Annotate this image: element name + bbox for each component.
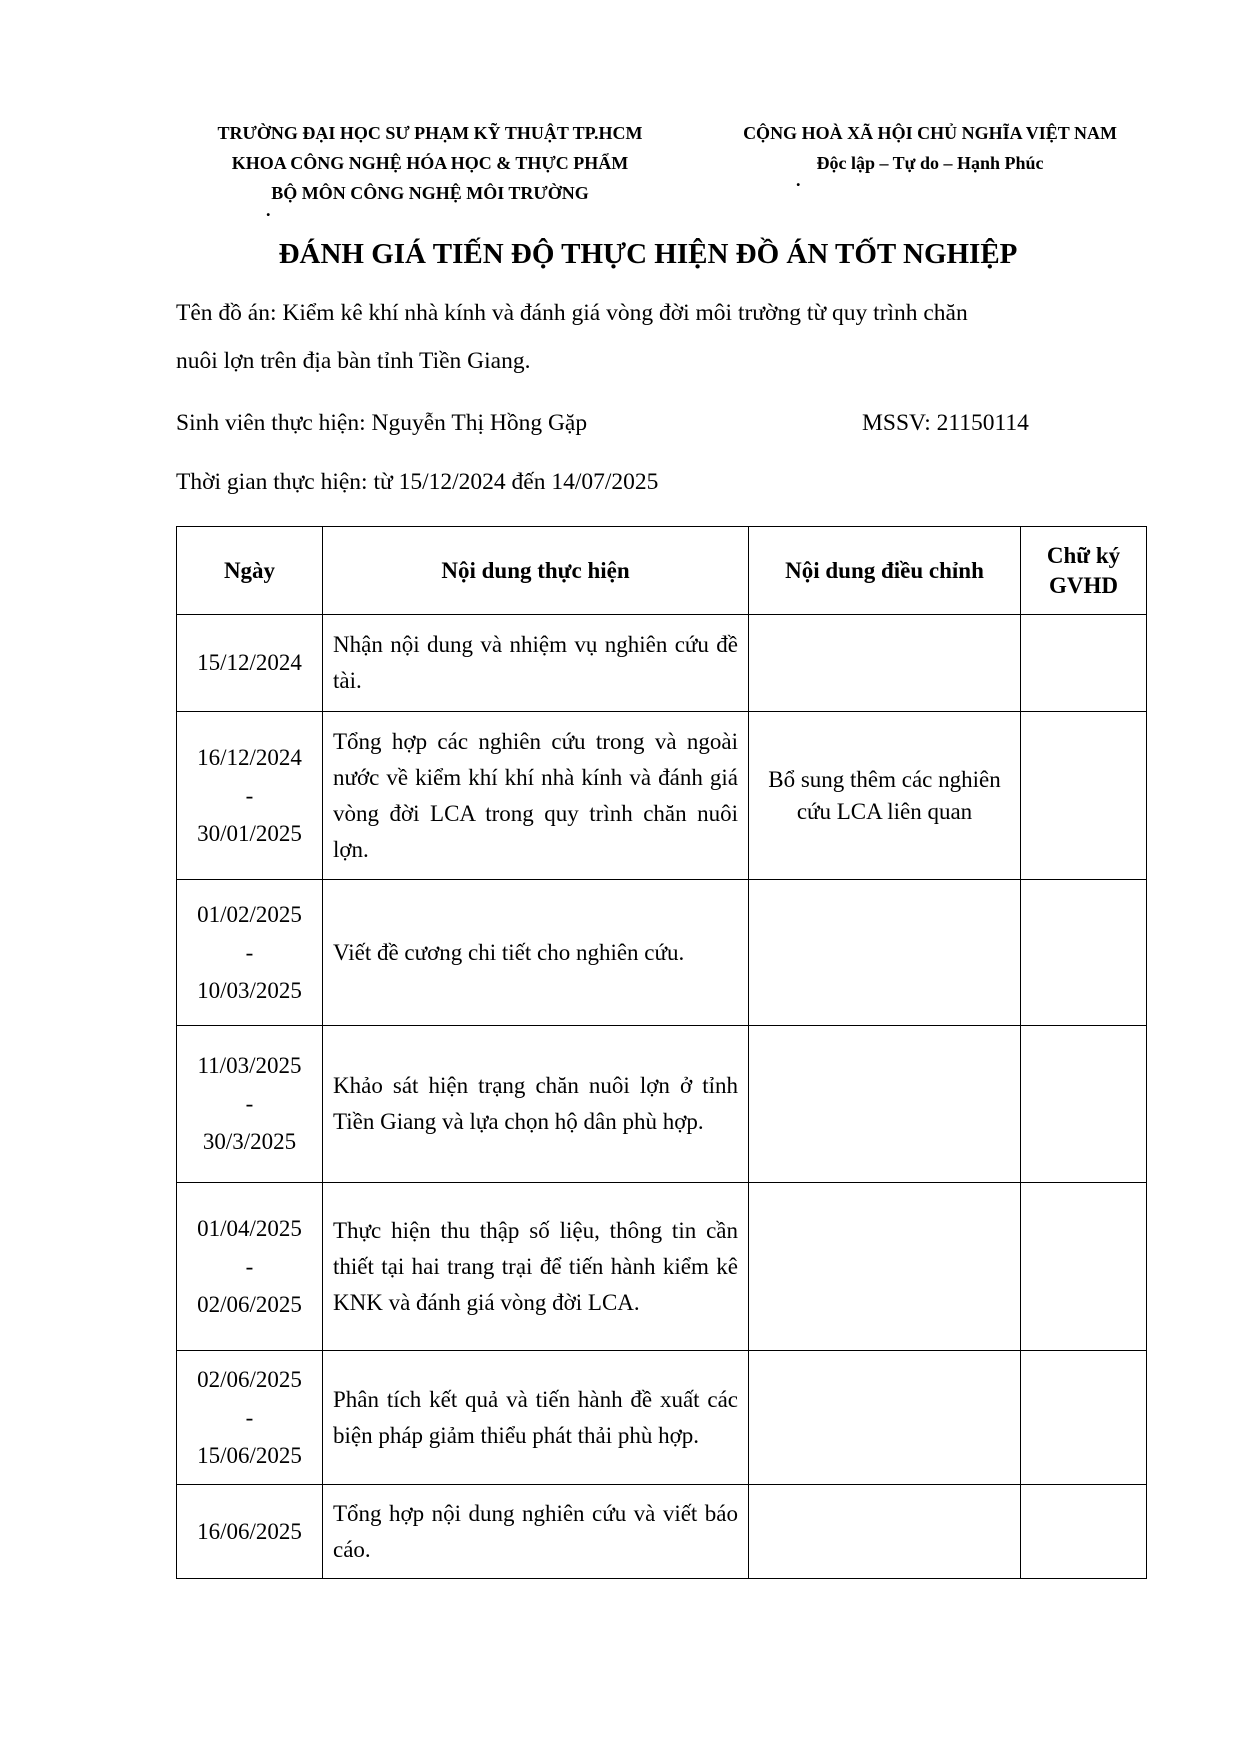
page-title: ĐÁNH GIÁ TIẾN ĐỘ THỰC HIỆN ĐỒ ÁN TỐT NGHIỆP	[278, 238, 1018, 270]
content-cell: Thực hiện thu thập số liệu, thông tin cần thiết tại hai trang trại để tiến hành kiểm kê KNK và đánh giá vòng đời LCA.	[323, 1183, 749, 1351]
adjustment-cell	[749, 1183, 1021, 1351]
table-row	[177, 1183, 1147, 1351]
date-separator: -	[245, 939, 254, 965]
university-header	[180, 118, 680, 208]
adjustment-cell	[749, 880, 1021, 1026]
header-content: Nội dung thực hiện	[323, 527, 749, 615]
date-start: 01/02/2025	[197, 901, 302, 927]
content-cell: Tổng hợp các nghiên cứu trong và ngoài nước về kiểm khí khí nhà kính và đánh giá vòng đời LCA trong quy trình chăn nuôi lợn.	[323, 712, 749, 880]
date-cell	[177, 1485, 323, 1579]
date-start: 15/12/2024	[197, 650, 302, 675]
date-end: 15/06/2025	[197, 1442, 302, 1468]
content-cell: Tổng hợp nội dung nghiên cứu và viết báo cáo.	[323, 1485, 749, 1579]
date-cell	[177, 1183, 323, 1351]
table-row	[177, 712, 1147, 880]
left-dot: .	[266, 200, 271, 220]
date-cell	[177, 880, 323, 1026]
date-separator: -	[245, 1253, 254, 1279]
date-start: 16/06/2025	[197, 1518, 302, 1544]
table-row	[177, 880, 1147, 1026]
project-name-line-1: Tên đồ án: Kiểm kê khí nhà kính và đánh giá vòng đời môi trường từ quy trình chăn	[176, 300, 968, 326]
table-row	[177, 1351, 1147, 1485]
signature-cell	[1021, 880, 1147, 1026]
date-cell	[177, 1026, 323, 1183]
date-separator: -	[245, 1091, 254, 1116]
adjustment-cell	[749, 615, 1021, 712]
date-start: 01/04/2025	[197, 1215, 302, 1241]
signature-cell	[1021, 1485, 1147, 1579]
date-separator: -	[245, 782, 254, 808]
content-cell: Viết đề cương chi tiết cho nghiên cứu.	[323, 880, 749, 1026]
table-row	[177, 1026, 1147, 1183]
adjustment-cell	[749, 1351, 1021, 1485]
header-adjustment: Nội dung điều chỉnh	[749, 527, 1021, 615]
adjustment-cell	[749, 1485, 1021, 1579]
department-name: BỘ MÔN CÔNG NGHỆ MÔI TRƯỜNG	[271, 183, 589, 203]
content-cell: Nhận nội dung và nhiệm vụ nghiên cứu đề tài.	[323, 615, 749, 712]
date-cell	[177, 1351, 323, 1485]
date-separator: -	[245, 1404, 254, 1430]
execution-period: Thời gian thực hiện: từ 15/12/2024 đến 14/07/2025	[176, 469, 659, 495]
adjustment-cell	[749, 1026, 1021, 1183]
adjustment-cell: Bổ sung thêm các nghiên cứu LCA liên quan	[749, 712, 1021, 880]
date-start: 02/06/2025	[197, 1366, 302, 1392]
signature-cell	[1021, 1026, 1147, 1183]
country-name: CỘNG HOÀ XÃ HỘI CHỦ NGHĨA VIỆT NAM	[743, 123, 1117, 143]
header-date: Ngày	[177, 527, 323, 615]
content-cell: Khảo sát hiện trạng chăn nuôi lợn ở tỉnh Tiền Giang và lựa chọn hộ dân phù hợp.	[323, 1026, 749, 1183]
signature-cell	[1021, 1183, 1147, 1351]
faculty-name: KHOA CÔNG NGHỆ HÓA HỌC & THỰC PHẨM	[231, 153, 629, 173]
national-header	[700, 118, 1160, 178]
date-cell	[177, 712, 323, 880]
date-start: 16/12/2024	[197, 744, 302, 770]
date-start: 11/03/2025	[197, 1053, 302, 1078]
date-end: 30/01/2025	[197, 820, 302, 846]
table-row	[177, 1485, 1147, 1579]
signature-cell	[1021, 615, 1147, 712]
right-dot: .	[796, 170, 801, 190]
date-end: 02/06/2025	[197, 1291, 302, 1317]
header-signature: Chữ ký GVHD	[1021, 527, 1147, 615]
university-name: TRƯỜNG ĐẠI HỌC SƯ PHẠM KỸ THUẬT TP.HCM	[217, 123, 643, 143]
date-end: 30/3/2025	[202, 1129, 297, 1154]
signature-cell	[1021, 1351, 1147, 1485]
student-name: Sinh viên thực hiện: Nguyễn Thị Hồng Gặp	[176, 410, 588, 436]
date-end: 10/03/2025	[197, 977, 302, 1003]
table-header-row	[177, 527, 1147, 615]
content-cell: Phân tích kết quả và tiến hành đề xuất các biện pháp giảm thiểu phát thải phù hợp.	[323, 1351, 749, 1485]
student-id: MSSV: 21150114	[862, 410, 1029, 436]
table-row	[177, 615, 1147, 712]
signature-cell	[1021, 712, 1147, 880]
project-name-line-2: nuôi lợn trên địa bàn tỉnh Tiền Giang.	[176, 348, 531, 374]
national-motto: Độc lập – Tự do – Hạnh Phúc	[816, 153, 1044, 173]
date-cell	[177, 615, 323, 712]
progress-table	[176, 526, 1147, 1579]
